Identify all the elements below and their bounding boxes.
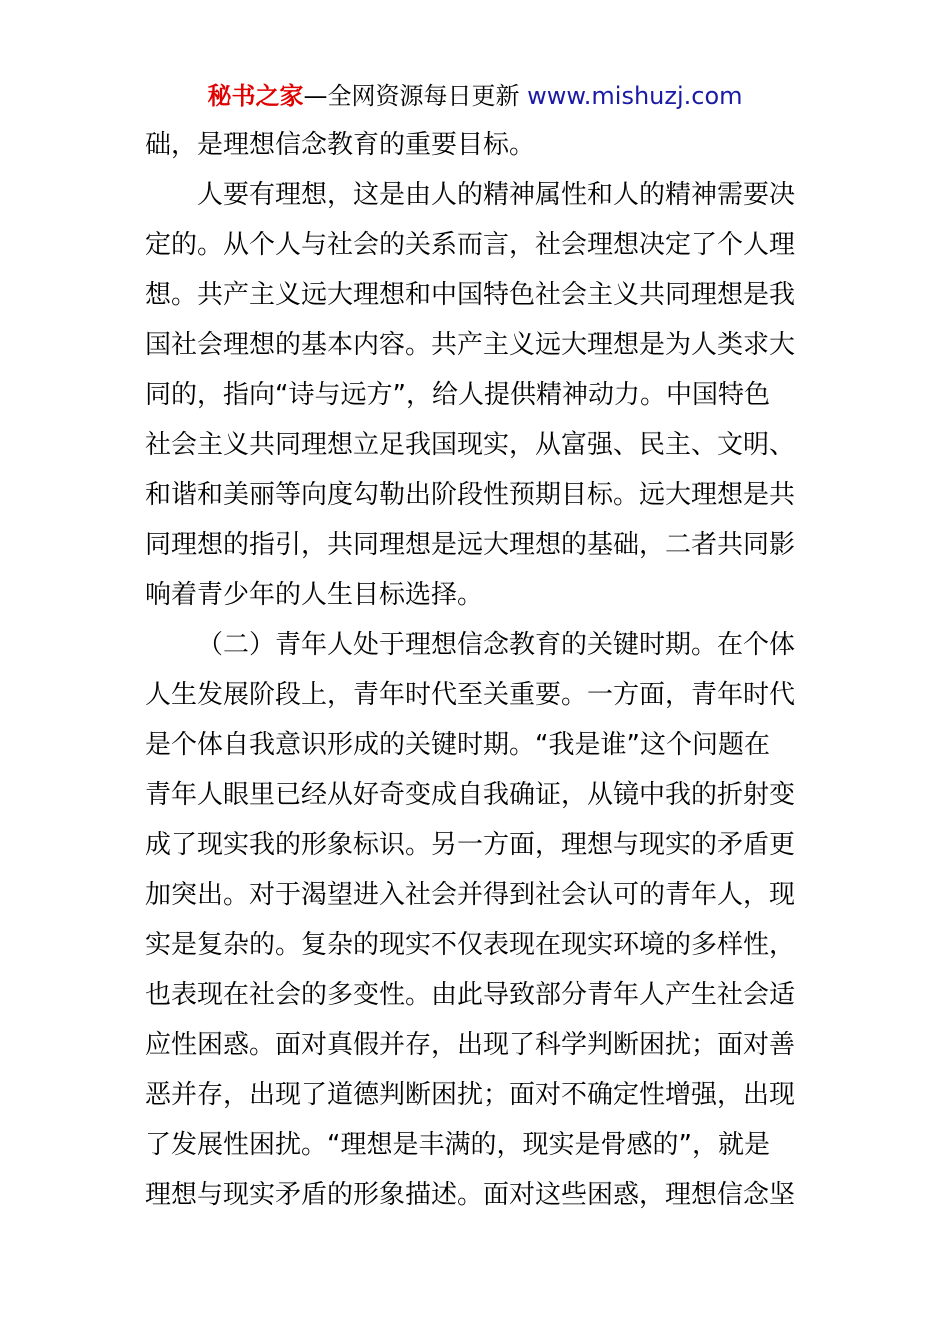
header-tagline: —全网资源每日更新	[303, 82, 520, 110]
text-line: 青年人眼里已经从好奇变成自我确证，从镜中我的折射变	[145, 780, 796, 810]
text-line: 定的。从个人与社会的关系而言，社会理想决定了个人理	[145, 230, 796, 260]
text-line: 应性困惑。面对真假并存，出现了科学判断困扰；面对善	[145, 1030, 796, 1060]
site-url-link[interactable]: www.mishuzj.com	[527, 82, 743, 110]
text-line: 实是复杂的。复杂的现实不仅表现在现实环境的多样性，	[145, 930, 796, 960]
text-line: 同的，指向“诗与远方”，给人提供精神动力。中国特色	[145, 380, 770, 410]
text-line: 国社会理想的基本内容。共产主义远大理想是为人类求大	[145, 330, 796, 360]
text-line: 同理想的指引，共同理想是远大理想的基础，二者共同影	[145, 530, 796, 560]
text-line: 理想与现实矛盾的形象描述。面对这些困惑，理想信念坚	[145, 1180, 796, 1210]
text-line: 响着青少年的人生目标选择。	[145, 580, 484, 610]
brand-name: 秘书之家	[207, 82, 304, 110]
paragraph-start-line: 人要有理想，这是由人的精神属性和人的精神需要决	[197, 180, 796, 210]
text-line: 和谐和美丽等向度勾勒出阶段性预期目标。远大理想是共	[145, 480, 796, 510]
text-line: 想。共产主义远大理想和中国特色社会主义共同理想是我	[145, 280, 796, 310]
text-line: 加突出。对于渴望进入社会并得到社会认可的青年人，现	[145, 880, 796, 910]
text-line: 础，是理想信念教育的重要目标。	[145, 130, 536, 160]
text-line: 人生发展阶段上，青年时代至关重要。一方面，青年时代	[145, 680, 796, 710]
text-line: 恶并存，出现了道德判断困扰；面对不确定性增强，出现	[145, 1080, 796, 1110]
text-line: 成了现实我的形象标识。另一方面，理想与现实的矛盾更	[145, 830, 796, 860]
text-line: 了发展性困扰。“理想是丰满的，现实是骨感的”，就是	[145, 1130, 770, 1160]
paragraph-start-line: （二）青年人处于理想信念教育的关键时期。在个体	[197, 630, 796, 660]
document-body	[145, 120, 810, 1220]
text-line: 是个体自我意识形成的关键时期。“我是谁”这个问题在	[145, 730, 770, 760]
page-header	[0, 80, 950, 112]
text-line: 社会主义共同理想立足我国现实，从富强、民主、文明、	[145, 430, 796, 460]
text-line: 也表现在社会的多变性。由此导致部分青年人产生社会适	[145, 980, 796, 1010]
